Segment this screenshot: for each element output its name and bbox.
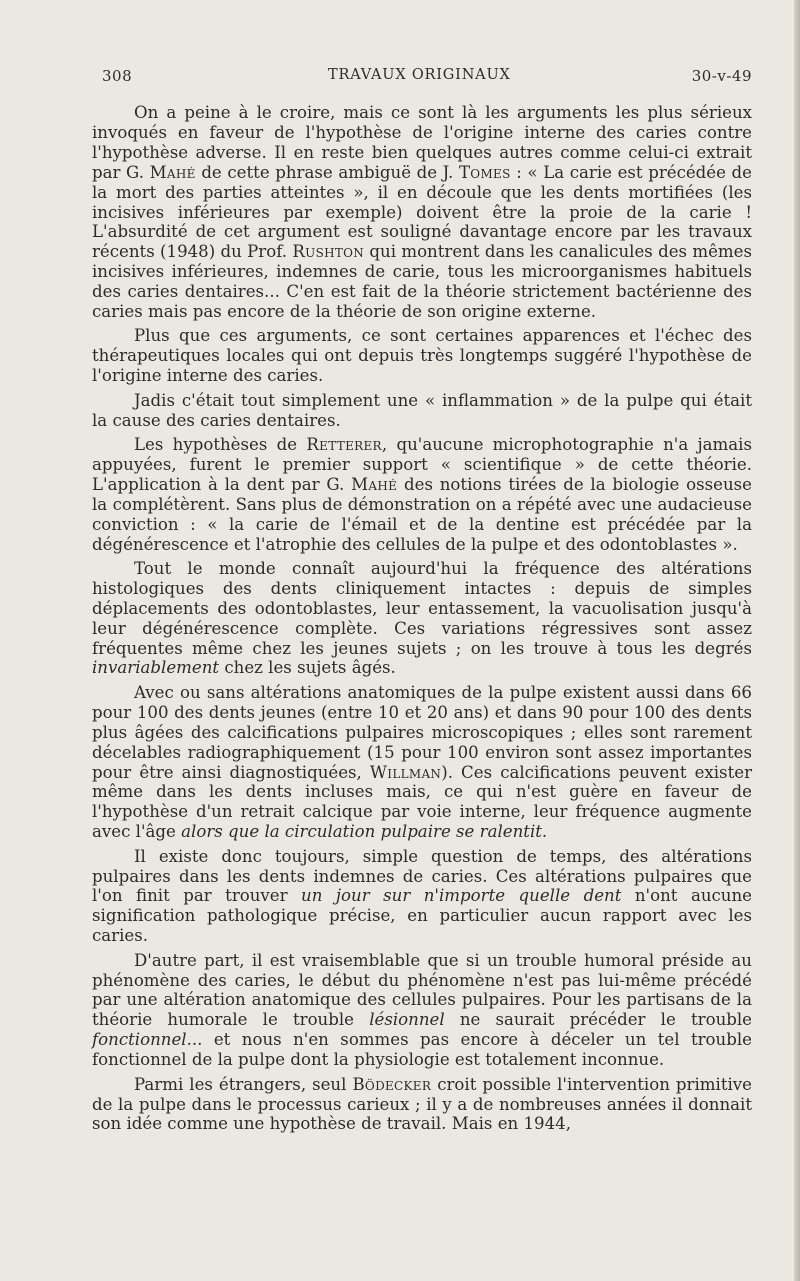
paragraph [92, 1075, 752, 1135]
paragraph [92, 847, 752, 947]
page-number: 308 [102, 67, 133, 85]
page-edge-shadow [794, 0, 800, 1281]
text-run: Tout le monde connaît aujourd'hui la fréquence des altérations histologiques des dents cliniquement intactes : depuis de simples déplacements des odontoblastes, leur entassement, la vacuolisation jusqu'à leur dégénérescence complète. Ces variations régressives sont assez fréquentes même chez les jeunes sujets ; on les trouve à tous les degrés [92, 558, 752, 658]
text-run: ). Ces calcifications peuvent exister même dans les dents incluses mais, ce qui n'est guère en faveur de l'hypothèse d'un retrait calcique par voie interne, leur fréquence augmente avec l'âge [92, 762, 752, 842]
text-run: : « La carie est précédée de la mort des parties atteintes », il en découle que les dents mortifiées (les incisives inférieures par exemple) doivent être la proie de la carie ! L'absurdité de cet argument est souligné davantage encore par les travaux récents (1948) du Prof. [92, 162, 752, 262]
author-name: Bödecker [352, 1074, 432, 1094]
text-run: On a peine à le croire, mais ce sont là les arguments les plus sérieux invoqués en faveur de l'hypothèse de l'origine interne des caries contre l'hypothèse adverse. Il en reste bien quelques autres comme celui-ci extrait par G. [92, 103, 752, 182]
author-name: Tomes [458, 162, 511, 182]
text-run: Avec ou sans altérations anatomiques de la pulpe existent aussi dans 66 pour 100 des dents jeunes (entre 10 et 20 ans) et dans 90 pour 100 des dents plus âgées des calcifications pulpaires microscopiques ; elles sont rarement décelables radiographiquement (15 pour 100 environ sont assez importantes pour être ainsi diagnostiquées, [92, 682, 752, 782]
paragraph [92, 951, 752, 1070]
text-run: , qu'aucune microphotographie n'a jamais appuyées, furent le premier support « scientifique » de cette théorie. L'application à la dent par G. [92, 435, 752, 494]
text-run: ne saurait précéder le trouble [444, 1010, 753, 1030]
running-title: TRAVAUX ORIGINAUX [328, 67, 511, 83]
paragraph [92, 391, 752, 431]
text-run: D'autre part, il est vraisemblable que si un trouble humoral préside au phénomène des caries, le début du phénomène n'est pas lui-même précédé par une altération anatomique des cellules pulpaires. Pour les partisans de la théorie humorale le trouble [92, 950, 752, 1030]
author-name: Mahé [351, 474, 398, 494]
author-name: Retterer [306, 435, 382, 454]
text-run: Parmi les étrangers, seul [134, 1074, 353, 1094]
text-run: Plus que ces arguments, ce sont certaines apparences et l'échec des thérapeutiques locales qui ont depuis très longtemps suggéré l'hypothèse de l'origine interne des caries. [92, 326, 752, 386]
running-header [102, 67, 752, 87]
author-name: Willman [369, 762, 442, 782]
text-run: Il existe donc toujours, simple question de temps, des altérations pulpaires dans les dents indemnes de caries. Ces altérations pulpaires que l'on finit par trouver [92, 846, 752, 906]
emphasis-text: lésionnel [369, 1010, 445, 1030]
text-run: croit possible l'intervention primitive de la pulpe dans le processus carieux ; il y a de nombreuses années il donnait son idée comme une hypothèse de travail. Mais en 1944, [92, 1074, 752, 1134]
paragraph [92, 559, 752, 678]
paragraph [92, 103, 752, 322]
paragraph [92, 683, 752, 842]
text-run: de cette phrase ambiguë de J. [195, 162, 459, 182]
issue-date: 30-v-49 [691, 67, 752, 85]
emphasis-text: invariablement [92, 658, 220, 678]
text-run: des notions tirées de la biologie osseuse la complétèrent. Sans plus de démonstration on a répété avec une audacieuse conviction : « la carie de l'émail et de la dentine est précédée par la dégénérescence et l'atrophie des cellules de la pulpe et des odontoblastes ». [92, 474, 752, 554]
text-run: et nous n'en sommes pas encore à déceler un tel trouble fonctionnel de la pulpe dont la physiologie est totalement inconnue. [92, 1030, 752, 1070]
paragraph [92, 326, 752, 386]
paragraph [92, 435, 752, 554]
author-name: Mahé [149, 162, 196, 182]
author-name: Rushton [292, 242, 365, 262]
text-run: Jadis c'était tout simplement une « inflammation » de la pulpe qui était la cause des caries dentaires. [92, 390, 752, 430]
emphasis-text: alors que la circulation pulpaire se ralentit. [181, 822, 548, 842]
text-run: Les hypothèses de [134, 435, 307, 454]
emphasis-text: un jour sur n'importe quelle dent [301, 886, 622, 906]
text-run: chez les sujets âgés. [219, 658, 396, 678]
body-text [92, 103, 752, 1139]
emphasis-text: fonctionnel... [92, 1030, 203, 1050]
text-run: qui montrent dans les canalicules des mêmes incisives inférieures, indemnes de carie, tous les microorganismes habituels des caries dentaires... C'en est fait de la théorie strictement bactérienne des caries mais pas encore de la théorie de son origine externe. [92, 242, 752, 322]
text-run: n'ont aucune signification pathologique précise, en particulier aucun rapport avec les caries. [92, 886, 753, 946]
